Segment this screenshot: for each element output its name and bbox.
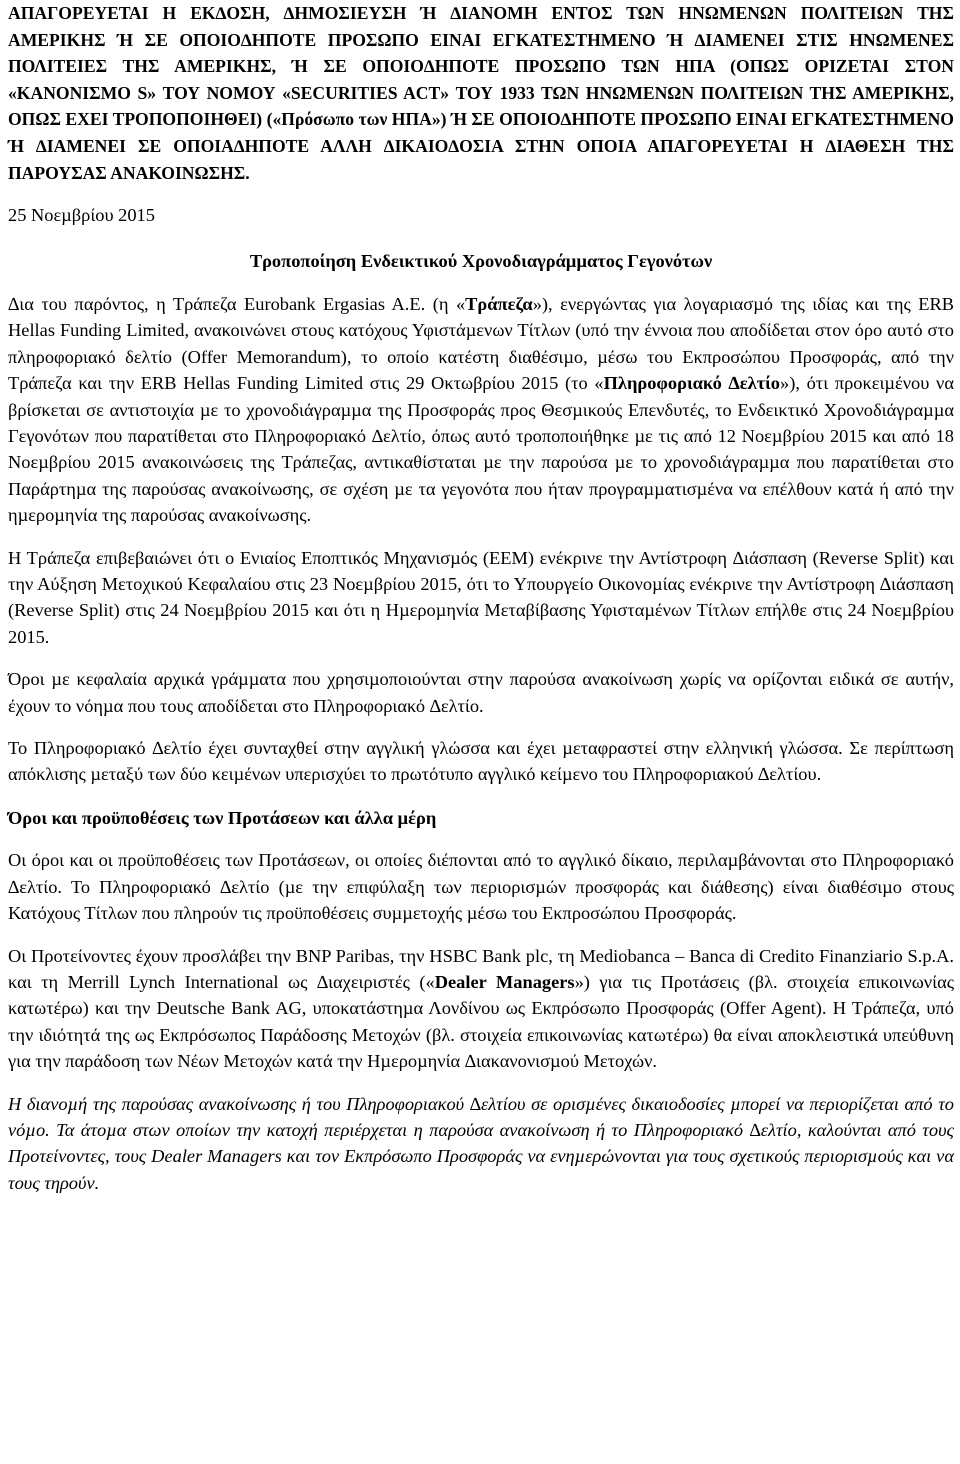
us-distribution-disclaimer: ΑΠΑΓΟΡΕΥΕΤΑΙ Η ΕΚ∆ΟΣΗ, ∆ΗΜΟΣΙΕΥΣΗ Ή ∆ΙΑΝΟΜΗ ΕΝΤΟΣ ΤΩΝ ΗΝΩΜΕΝΩΝ ΠΟΛΙΤΕΙΩΝ ΤΗΣ ΑΜΕΡΙΚΗΣ Ή ΣΕ ΟΠΟΙΟ∆ΗΠΟΤΕ ΠΡΟΣΩΠΟ ΕΙΝΑΙ ΕΓΚΑΤΕΣΤΗΜΕΝΟ Ή ∆ΙΑΜΕΝΕΙ ΣΤΙΣ ΗΝΩΜΕΝΕΣ ΠΟΛΙΤΕΙΕΣ ΤΗΣ ΑΜΕΡΙΚΗΣ, Ή ΣΕ ΟΠΟΙΟ∆ΗΠΟΤΕ ΠΡΟΣΩΠΟ ΤΩΝ ΗΠΑ (ΟΠΩΣ ΟΡΙΖΕΤΑΙ ΣΤΟΝ «ΚΑΝΟΝΙΣΜΟ S» ΤΟΥ ΝΟΜΟΥ «SECURITIES ACT» ΤΟΥ 1933 ΤΩΝ ΗΝΩΜΕΝΩΝ ΠΟΛΙΤΕΙΩΝ ΤΗΣ ΑΜΕΡΙΚΗΣ, ΟΠΩΣ ΕΧΕΙ ΤΡΟΠΟΠΟΙΗΘΕΙ) («Πρόσωπο των ΗΠΑ») Ή ΣΕ ΟΠΟΙΟ∆ΗΠΟΤΕ ΠΡΟΣΩΠΟ ΕΙΝΑΙ ΕΓΚΑΤΕΣΤΗΜΕΝΟ Ή ∆ΙΑΜΕΝΕΙ ΣΕ ΟΠΟΙΑ∆ΗΠΟΤΕ ΑΛΛΗ ∆ΙΚΑΙΟ∆ΟΣΙΑ ΣΤΗΝ ΟΠΟΙΑ ΑΠΑΓΟΡΕΥΕΤΑΙ Η ∆ΙΑΘΕΣΗ ΤΗΣ ΠΑΡΟΥΣΑΣ ΑΝΑΚΟΙΝΩΣΗΣ. xyxy=(8,3,954,183)
paragraph-capitalised-terms: Όροι µε κεφαλαία αρχικά γράµµατα που χρησιµοποιούνται στην παρούσα ανακοίνωση χωρίς να ορίζονται ειδικά σε αυτήν, έχουν το νόηµα που τους αποδίδεται στο Πληροφοριακό ∆ελτίο. xyxy=(8,669,954,716)
dealer-managers-term: Dealer Managers xyxy=(434,971,575,992)
paragraph-ecb-approval: Η Τράπεζα επιβεβαιώνει ότι ο Ενιαίος Εποπτικός Μηχανισµός (ΕΕΜ) ενέκρινε την Αντίστροφη ∆ιάσπαση (Reverse Split) και την Αύξηση Μετοχικού Κεφαλαίου στις 23 Νοεµβρίου 2015, ότι το Υπουργείο Οικονοµίας ενέκρινε την Αντίστροφη ∆ιάσπαση (Reverse Split) στις 24 Νοεµβρίου 2015 και ότι η Ηµεροµηνία Μεταβίβασης Υφισταµένων Τίτλων επήλθε στις 24 Νοεµβρίου 2015. xyxy=(8,547,954,647)
announcement-date: 25 Νοεµβρίου 2015 xyxy=(8,205,155,226)
bank-defined-term: Τράπεζα xyxy=(465,293,533,314)
paragraph-intro: ∆ια του παρόντος, η Τράπεζα Eurobank Ergasias A.E. (η «Τράπεζα»), ενεργώντας για λογαριασµό της ιδίας και της ERB Hellas Funding Limited, ανακοινώνει στους κατόχους Υφιστάµενων Τίτλων (υπό την έννοια που αποδίδεται στον όρο αυτό στο πληροφοριακό δελτίο (Offer Memorandum), το οποίο κατέστη διαθέσιµο, µέσω του Εκπροσώπου Προσφοράς, από την Τράπεζα και την ERB Hellas Funding Limited στις 29 Οκτωβρίου 2015 (το «Πληροφοριακό ∆ελτίο»), ότι προκειµένου να βρίσκεται σε αντιστοιχία µε το χρονοδιάγραµµα της Προσφοράς προς Θεσµικούς Επενδυτές, το Ενδεικτικό Χρονοδιάγραµµα Γεγονότων που παρατίθεται στο Πληροφοριακό ∆ελτίο, όπως αυτό τροποποιήθηκε µε τις από 12 Νοεµβρίου 2015 και από 18 Νοεµβρίου 2015 ανακοινώσεις της Τράπεζας, αντικαθίσταται µε την παρούσα µε το χρονοδιάγραµµα που παρατίθεται στο Παράρτηµα της παρούσας ανακοίνωσης, σε σχέση µε τα γεγονότα που ήταν προγραµµατισµένα να επέλθουν κατά ή από την ηµεροµηνία της παρούσας ανακοίνωσης. xyxy=(8,293,954,526)
section-heading-terms: Όροι και προϋποθέσεις των Προτάσεων και άλλα µέρη xyxy=(8,807,437,828)
paragraph-terms: Οι όροι και οι προϋποθέσεις των Προτάσεων, οι οποίες διέπονται από το αγγλικό δίκαιο, περιλαµβάνονται στο Πληροφοριακό ∆ελτίο. Το Πληροφοριακό ∆ελτίο (µε την επιφύλαξη των περιορισµών προσφοράς και διάθεσης) είναι διαθέσιµο στους Κατόχους Τίτλων που πληρούν τις προϋποθέσεις συµµετοχής µέσω του Εκπροσώπου Προσφοράς. xyxy=(8,850,954,924)
paragraph-language: Το Πληροφοριακό ∆ελτίο έχει συνταχθεί στην αγγλική γλώσσα και έχει µεταφραστεί στην ελληνική γλώσσα. Σε περίπτωση απόκλισης µεταξύ των δύο κειµένων υπερισχύει το πρωτότυπο αγγλικό κείµενο του Πληροφοριακού ∆ελτίου. xyxy=(8,738,954,785)
announcement-title: Τροποποίηση Ενδεικτικού Χρονοδιαγράµµατος Γεγονότων xyxy=(249,250,713,271)
paragraph-dealer-managers: Οι Προτείνοντες έχουν προσλάβει την BNP Paribas, την HSBC Bank plc, τη Mediobanca – Banca di Credito Finanziario S.p.A. και τη Merrill Lynch International ως ∆ιαχειριστές («Dealer Managers») για τις Προτάσεις (βλ. στοιχεία επικοινωνίας κατωτέρω) και την Deutsche Bank AG, υποκατάστηµα Λονδίνου ως Εκπρόσωπο Προσφοράς (Offer Agent). Η Τράπεζα, υπό την ιδιότητά της ως Εκπρόσωπος Παράδοσης Μετοχών (βλ. στοιχεία επικοινωνίας κατωτέρω) θα είναι αποκλειστικά υπεύθυνη για την παράδοση των Νέων Μετοχών κατά την Ηµεροµηνία ∆ιακανονισµού Μετοχών. xyxy=(8,945,954,1072)
paragraph-distribution-restriction: Η διανοµή της παρούσας ανακοίνωσης ή του Πληροφοριακού ∆ελτίου σε ορισµένες δικαιοδοσίες µπορεί να περιορίζεται από το νόµο. Τα άτοµα στων οποίων την κατοχή περιέρχεται η παρούσα ανακοίνωση ή το Πληροφοριακό ∆ελτίο, καλούνται από τους Προτείνοντες, τους Dealer Managers και τον Εκπρόσωπο Προσφοράς να ενηµερώνονται για τους σχετικούς περιορισµούς και να τους τηρούν. xyxy=(8,1093,954,1193)
info-memo-defined-term: Πληροφοριακό ∆ελτίο xyxy=(603,373,780,394)
